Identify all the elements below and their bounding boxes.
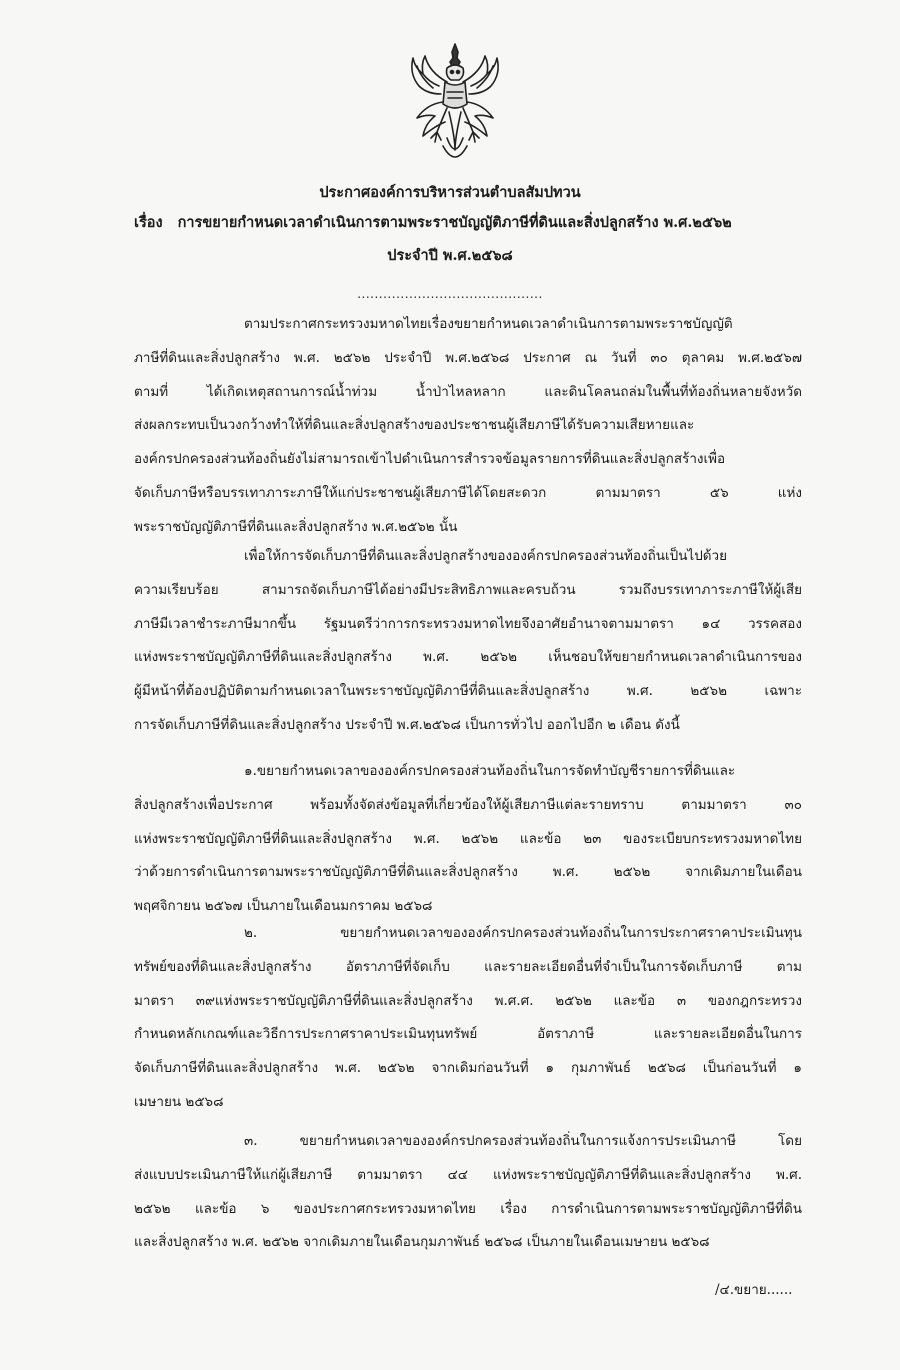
paragraph-line: ๒. ขยายกำหนดเวลาขององค์กรปกครองส่วนท้องถิ่นในการประกาศราคาประเมินทุน xyxy=(244,925,802,941)
subject-line xyxy=(134,211,732,234)
paragraph-line: ทรัพย์ของที่ดินและสิ่งปลูกสร้าง อัตราภาษีที่จัดเก็บ และรายละเอียดอื่นที่จำเป็นในการจัดเก็บภาษี ตาม xyxy=(134,958,802,975)
paragraph-item-2 xyxy=(134,917,802,1120)
paragraph-line: จัดเก็บภาษีหรือบรรเทาภาระภาษีให้แก่ประชาชนผู้เสียภาษีได้โดยสะดวก ตามมาตรา ๕๖ แห่ง xyxy=(134,484,802,501)
paragraph-line: ๒๕๖๒ และข้อ ๖ ของประกาศกระทรวงมหาดไทย เรื่อง การดำเนินการตามพระราชบัญญัติภาษีที่ดิน xyxy=(134,1200,802,1217)
paragraph-line: ว่าด้วยการดำเนินการตามพระราชบัญญัติภาษีที่ดินและสิ่งปลูกสร้าง พ.ศ. ๒๕๖๒ จากเดิมภายในเดือน xyxy=(134,864,802,881)
paragraph-line: มาตรา ๓๙แห่งพระราชบัญญัติภาษีที่ดินและสิ่งปลูกสร้าง พ.ศ.ศ. ๒๕๖๒ และข้อ ๓ ของกฎกระทรวง xyxy=(134,992,802,1009)
paragraph-line: แห่งพระราชบัญญัติภาษีที่ดินและสิ่งปลูกสร้าง พ.ศ. ๒๕๖๒ เห็นชอบให้ขยายกำหนดเวลาดำเนินการของ xyxy=(134,649,802,666)
paragraph-item-3 xyxy=(134,1125,802,1260)
paragraph-line: ตามประกาศกระทรวงมหาดไทยเรื่องขยายกำหนดเวลาดำเนินการตามพระราชบัญญัติ xyxy=(244,316,733,332)
paragraph-line: แห่งพระราชบัญญัติภาษีที่ดินและสิ่งปลูกสร้าง พ.ศ. ๒๕๖๒ และข้อ ๒๓ ของระเบียบกระทรวงมหาดไทย xyxy=(134,830,802,847)
paragraph-line: ภาษีที่ดินและสิ่งปลูกสร้าง พ.ศ. ๒๕๖๒ ประจำปี พ.ศ.๒๕๖๘ ประกาศ ณ วันที่ ๓๐ ตุลาคม พ.ศ.๒๕๖๗ xyxy=(134,349,802,366)
paragraph-line: เพื่อให้การจัดเก็บภาษีที่ดินและสิ่งปลูกสร้างขององค์กรปกครองส่วนท้องถิ่นเป็นไปด้วย xyxy=(244,548,728,564)
paragraph-line: ๑.ขยายกำหนดเวลาขององค์กรปกครองส่วนท้องถิ่นในการจัดทำบัญชีรายการที่ดินและ xyxy=(244,763,736,779)
issuing-organization: ประกาศองค์การบริหารส่วนตำบลสัมปทวน xyxy=(319,184,581,201)
fiscal-year-line: ประจำปี พ.ศ.๒๕๖๘ xyxy=(387,247,513,264)
paragraph-line: ภาษีมีเวลาชำระภาษีมากขึ้น รัฐมนตรีว่าการกระทรวงมหาดไทยจึงอาศัยอำนาจตามมาตรา ๑๔ วรรคสอง xyxy=(134,615,802,632)
separator-dots: ........................................... xyxy=(357,287,543,301)
garuda-emblem xyxy=(407,42,503,170)
subject-label: เรื่อง xyxy=(134,214,163,231)
paragraph-line: ส่งผลกระทบเป็นวงกว้างทำให้ที่ดินและสิ่งปลูกสร้างของประชาชนผู้เสียภาษีได้รับความเสียหายและ xyxy=(134,417,695,434)
paragraph-line: สิ่งปลูกสร้างเพื่อประกาศ พร้อมทั้งจัดส่งข้อมูลที่เกี่ยวข้องให้ผู้เสียภาษีแต่ละรายทราบ ตามมาตรา ๓๐ xyxy=(134,796,802,813)
paragraph-line: การจัดเก็บภาษีที่ดินและสิ่งปลูกสร้าง ประจำปี พ.ศ.๒๕๖๘ เป็นการทั่วไป ออกไปอีก ๒ เดือน ดังนี้ xyxy=(134,716,680,733)
subject-text: การขยายกำหนดเวลาดำเนินการตามพระราชบัญญัติภาษีที่ดินและสิ่งปลูกสร้าง พ.ศ.๒๕๖๒ xyxy=(177,214,732,231)
paragraph-line: พฤศจิกายน ๒๕๖๗ เป็นภายในเดือนมกราคม ๒๕๖๘ xyxy=(134,898,433,915)
paragraph-line: ความเรียบร้อย สามารถจัดเก็บภาษีได้อย่างมีประสิทธิภาพและครบถ้วน รวมถึงบรรเทาภาระภาษีให้ผู้เสีย xyxy=(134,581,802,598)
paragraph-line: ผู้มีหน้าที่ต้องปฏิบัติตามกำหนดเวลาในพระราชบัญญัติภาษีที่ดินและสิ่งปลูกสร้าง พ.ศ. ๒๕๖๒ เฉพาะ xyxy=(134,683,802,700)
paragraph-line: พระราชบัญญัติภาษีที่ดินและสิ่งปลูกสร้าง พ.ศ.๒๕๖๒ นั้น xyxy=(134,518,458,535)
paragraph-authority xyxy=(134,540,802,743)
paragraph-line: กำหนดหลักเกณฑ์และวิธีการประกาศราคาประเมินทุนทรัพย์ อัตราภาษี และรายละเอียดอื่นในการ xyxy=(134,1026,802,1043)
paragraph-background xyxy=(134,308,802,545)
continuation-marker: /๔.ขยาย...... xyxy=(715,1282,793,1298)
paragraph-item-1 xyxy=(134,755,802,924)
paragraph-line: ส่งแบบประเมินภาษีให้แก่ผู้เสียภาษี ตามมาตรา ๔๔ แห่งพระราชบัญญัติภาษีที่ดินและสิ่งปลูกสร้าง พ.ศ. xyxy=(134,1166,802,1183)
paragraph-line: ๓. ขยายกำหนดเวลาขององค์กรปกครองส่วนท้องถิ่นในการแจ้งการประเมินภาษี โดย xyxy=(244,1133,802,1149)
paragraph-line: องค์กรปกครองส่วนท้องถิ่นยังไม่สามารถเข้าไปดำเนินการสำรวจข้อมูลรายการที่ดินและสิ่งปลูกสร้างเพื่อ xyxy=(134,451,726,468)
paragraph-line: และสิ่งปลูกสร้าง พ.ศ. ๒๕๖๒ จากเดิมภายในเดือนกุมภาพันธ์ ๒๕๖๘ เป็นภายในเดือนเมษายน ๒๕๖๘ xyxy=(134,1234,710,1251)
paragraph-line: เมษายน ๒๕๖๘ xyxy=(134,1093,224,1110)
paragraph-line: จัดเก็บภาษีที่ดินและสิ่งปลูกสร้าง พ.ศ. ๒๕๖๒ จากเดิมก่อนวันที่ ๑ กุมภาพันธ์ ๒๕๖๘ เป็นก่อนวันที่ ๑ xyxy=(134,1060,802,1077)
paragraph-line: ตามที่ ได้เกิดเหตุสถานการณ์น้ำท่วม น้ำป่าไหลหลาก และดินโคลนถล่มในพื้นที่ท้องถิ่นหลายจังหวัด xyxy=(134,383,802,400)
